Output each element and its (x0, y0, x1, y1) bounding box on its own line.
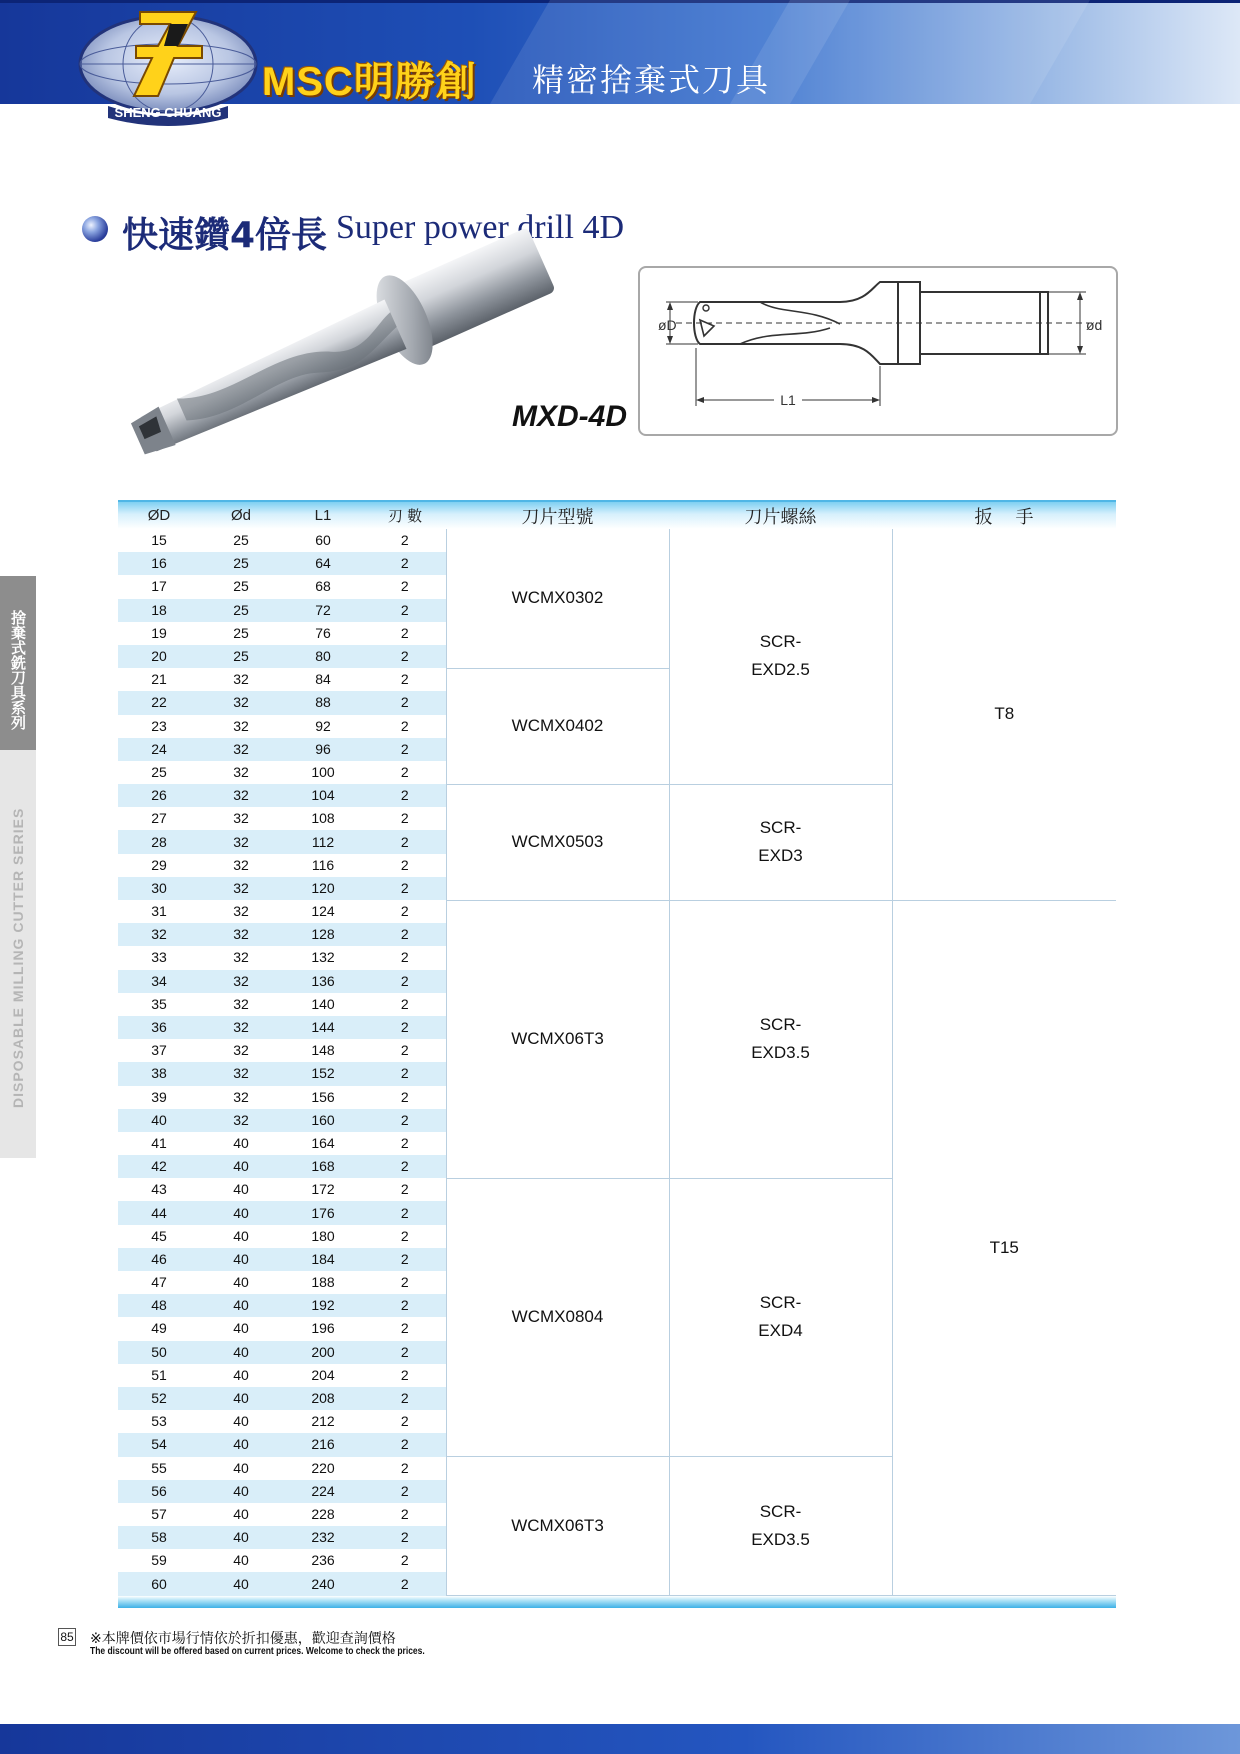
insert-model-cell: WCMX06T3 (446, 1457, 669, 1596)
table-cell: 2 (364, 1178, 446, 1201)
table-cell: 2 (364, 622, 446, 645)
table-cell: 2 (364, 946, 446, 969)
table-cell: 49 (151, 1320, 167, 1337)
table-cell: 240 (282, 1572, 364, 1595)
table-cell: 208 (282, 1387, 364, 1410)
table-cell: 40 (233, 1505, 249, 1522)
table-cell: 2 (364, 1433, 446, 1456)
table-cell: 53 (151, 1413, 167, 1430)
table-cell: 40 (200, 1248, 282, 1271)
table-cell: 2 (364, 1271, 446, 1294)
table-cell: 40 (200, 1387, 282, 1410)
table-cell: 16 (118, 552, 200, 575)
table-cell: 32 (200, 923, 282, 946)
table-cell: 64 (282, 552, 364, 575)
bottom-bar (0, 1724, 1240, 1754)
table-cell: 17 (151, 578, 167, 595)
table-cell: 18 (118, 599, 200, 622)
table-cell: 160 (282, 1109, 364, 1132)
table-cell: 43 (151, 1181, 167, 1198)
table-cell: 32 (233, 763, 249, 780)
table-cell: 54 (118, 1433, 200, 1456)
table-cell: 52 (118, 1387, 200, 1410)
table-cell: 21 (151, 671, 167, 688)
table-cell: 140 (311, 995, 335, 1012)
table-cell: 164 (311, 1134, 335, 1151)
table-cell: 40 (233, 1181, 249, 1198)
table-cell: 40 (233, 1413, 249, 1430)
table-cell: 216 (282, 1433, 364, 1456)
logo-text: SHENG CHUANG (114, 105, 222, 120)
table-cell: 2 (364, 1016, 446, 1039)
brand-name: MSC明勝創 (262, 60, 477, 104)
table-cell: 25 (200, 552, 282, 575)
table-cell: 32 (233, 995, 249, 1012)
table-cell: 31 (151, 903, 167, 920)
table-cell: 2 (364, 1364, 446, 1387)
table-cell: 232 (282, 1526, 364, 1549)
table-cell: 44 (118, 1201, 200, 1224)
table-cell: 19 (151, 624, 167, 641)
price-note-cjk: ※本牌價依市場行情依於折扣優惠，歡迎查詢價格 (90, 1631, 396, 1647)
table-cell: 2 (364, 830, 446, 853)
insert-model-cell: WCMX0503 (446, 784, 669, 900)
header-stripe (730, 0, 1090, 104)
table-cell: 2 (364, 691, 446, 714)
table-cell: 2 (364, 1572, 446, 1595)
table-cell: 40 (200, 1526, 282, 1549)
table-cell: 40 (233, 1134, 249, 1151)
screw-line: EXD4 (758, 1321, 803, 1341)
table-cell: 116 (311, 856, 335, 873)
insert-model-cell: WCMX0804 (446, 1178, 669, 1456)
table-cell: 148 (311, 1042, 335, 1059)
table-cell: 32 (233, 903, 249, 920)
table-cell: 180 (311, 1227, 335, 1244)
table-cell: 55 (151, 1459, 167, 1476)
table-cell: 2 (364, 1480, 446, 1503)
table-cell: 40 (200, 1155, 282, 1178)
table-cell: 25 (200, 599, 282, 622)
screw-line: SCR- (759, 632, 802, 652)
table-cell: 25 (233, 624, 249, 641)
table-cell: 22 (118, 691, 200, 714)
table-cell: 188 (311, 1274, 335, 1291)
page-number: 85 (58, 1628, 76, 1646)
table-cell: 168 (282, 1155, 364, 1178)
table-cell: 35 (151, 995, 167, 1012)
table-cell: 2 (364, 1109, 446, 1132)
table-header-row (118, 501, 1116, 529)
table-row (118, 900, 1116, 923)
table-cell: 152 (282, 1062, 364, 1085)
table-cell: 32 (233, 671, 249, 688)
header-cell: 刃 數 (364, 501, 446, 529)
table-cell: 57 (151, 1505, 167, 1522)
table-cell: 42 (118, 1155, 200, 1178)
table-cell: 228 (311, 1505, 335, 1522)
table-cell: 2 (364, 1201, 446, 1224)
table-cell: 2 (364, 715, 446, 738)
table-cell: 72 (282, 599, 364, 622)
table-cell: 120 (282, 877, 364, 900)
wrench-cell: T15 (892, 900, 1116, 1596)
table-cell: 108 (311, 810, 335, 827)
table-cell: 96 (282, 738, 364, 761)
brand-subtitle: 精密捨棄式刀具 (532, 61, 771, 99)
table-cell: 220 (311, 1459, 335, 1476)
table-cell: 33 (151, 949, 167, 966)
table-cell: 2 (364, 1086, 446, 1109)
table-cell: 92 (315, 717, 331, 734)
table-cell: 2 (364, 1225, 446, 1248)
header-cell: 扳 手 (892, 501, 1116, 529)
table-cell: 32 (200, 784, 282, 807)
table-cell: 2 (364, 900, 446, 923)
header-cell: 刀片型號 (446, 501, 669, 529)
table-cell: 59 (151, 1552, 167, 1569)
table-cell: 204 (311, 1366, 335, 1383)
table-cell: 32 (200, 738, 282, 761)
table-cell: 2 (364, 1248, 446, 1271)
table-cell: 45 (151, 1227, 167, 1244)
table-cell: 2 (364, 599, 446, 622)
table-cell: 88 (282, 691, 364, 714)
table-cell: 32 (233, 1042, 249, 1059)
table-cell: 40 (233, 1320, 249, 1337)
table-cell: 40 (233, 1459, 249, 1476)
table-cell: 128 (282, 923, 364, 946)
screw-line: EXD3 (758, 846, 803, 866)
table-cell: 2 (364, 668, 446, 691)
header-cell: Ød (200, 501, 282, 529)
table-cell: 38 (118, 1062, 200, 1085)
screw-line: EXD2.5 (751, 660, 810, 680)
table-cell: 60 (315, 532, 331, 549)
screw-line: EXD3.5 (751, 1530, 810, 1550)
product-photo (118, 250, 578, 480)
screw-line: SCR- (759, 1015, 802, 1035)
side-tab (0, 576, 36, 1158)
table-cell: 2 (364, 1526, 446, 1549)
diagram-label-L1: L1 (780, 392, 796, 408)
screw-cell (669, 1457, 892, 1596)
brand-logo (78, 6, 258, 128)
table-cell: 32 (118, 923, 200, 946)
table-cell: 32 (233, 856, 249, 873)
insert-model-cell: WCMX0402 (446, 668, 669, 784)
table-cell: 40 (200, 1341, 282, 1364)
table-cell: 2 (364, 1457, 446, 1480)
table-cell: 34 (118, 970, 200, 993)
table-cell: 68 (315, 578, 331, 595)
table-cell: 196 (311, 1320, 335, 1337)
table-cell: 2 (364, 552, 446, 575)
table-cell: 40 (200, 1294, 282, 1317)
table-cell: 32 (200, 1016, 282, 1039)
table-cell: 156 (311, 1088, 335, 1105)
screw-line: EXD3.5 (751, 1043, 810, 1063)
table-cell: 39 (151, 1088, 167, 1105)
side-tab-cjk: 捨棄式銑刀具系列 (0, 576, 36, 750)
table-cell: 24 (118, 738, 200, 761)
table-cell: 192 (282, 1294, 364, 1317)
wrench-cell: T8 (892, 529, 1116, 900)
table-cell: 172 (311, 1181, 335, 1198)
table-cell: 2 (364, 761, 446, 784)
table-cell: 37 (151, 1042, 167, 1059)
spec-table (118, 500, 1116, 1608)
screw-cell (669, 784, 892, 900)
table-cell: 2 (364, 1410, 446, 1433)
table-cell: 32 (200, 877, 282, 900)
table-cell: 40 (118, 1109, 200, 1132)
table-cell: 2 (364, 807, 446, 830)
table-cell: 40 (233, 1552, 249, 1569)
table-cell: 2 (364, 1341, 446, 1364)
table-cell: 23 (151, 717, 167, 734)
section-title-en: Super power drill 4D (336, 209, 625, 246)
table-cell: 84 (315, 671, 331, 688)
table-cell: 26 (118, 784, 200, 807)
screw-line: SCR- (759, 1293, 802, 1313)
table-cell: 40 (200, 1480, 282, 1503)
table-cell: 25 (233, 578, 249, 595)
table-cell: 136 (282, 970, 364, 993)
table-cell: 60 (118, 1572, 200, 1595)
diagram-label-d: ød (1086, 317, 1103, 333)
table-cell: 176 (282, 1201, 364, 1224)
table-cell: 32 (233, 949, 249, 966)
table-cell: 2 (364, 1155, 446, 1178)
table-cell: 124 (311, 903, 335, 920)
table-cell: 30 (118, 877, 200, 900)
table-cell: 15 (151, 532, 167, 549)
insert-model-cell: WCMX0302 (446, 529, 669, 668)
header-cell: L1 (282, 501, 364, 529)
table-cell: 25 (200, 645, 282, 668)
table-cell: 47 (151, 1274, 167, 1291)
table-cell: 58 (118, 1526, 200, 1549)
table-cell: 2 (364, 877, 446, 900)
table-cell: 32 (233, 717, 249, 734)
table-cell: 2 (364, 854, 446, 877)
table-cell: 144 (282, 1016, 364, 1039)
table-cell: 132 (311, 949, 335, 966)
table-cell: 48 (118, 1294, 200, 1317)
table-cell: 32 (200, 1109, 282, 1132)
table-cell: 46 (118, 1248, 200, 1271)
table-cell: 2 (364, 1503, 446, 1526)
screw-line: SCR- (759, 818, 802, 838)
side-tab-en: DISPOSABLE MILLING CUTTER SERIES (10, 807, 26, 1109)
table-cell: 2 (364, 1387, 446, 1410)
table-cell: 32 (200, 830, 282, 853)
table-cell: 25 (151, 763, 167, 780)
table-cell: 2 (364, 1062, 446, 1085)
table-cell: 51 (151, 1366, 167, 1383)
table-cell: 2 (364, 993, 446, 1016)
table-cell: 40 (233, 1366, 249, 1383)
table-cell: 50 (118, 1341, 200, 1364)
table-cell: 2 (364, 923, 446, 946)
screw-cell (669, 1178, 892, 1456)
table-cell: 20 (118, 645, 200, 668)
table-cell: 40 (233, 1274, 249, 1291)
table-cell: 41 (151, 1134, 167, 1151)
table-footer-bar (118, 1596, 1116, 1608)
model-label: MXD-4D (512, 400, 628, 433)
table-cell: 32 (200, 691, 282, 714)
section-title-cjk: 快速鑽4倍長 (122, 215, 328, 256)
header-cell: 刀片螺絲 (669, 501, 892, 529)
table-cell: 2 (364, 1317, 446, 1340)
table-cell: 27 (151, 810, 167, 827)
table-cell: 40 (200, 1201, 282, 1224)
insert-model-cell: WCMX06T3 (446, 900, 669, 1178)
table-cell: 25 (233, 532, 249, 549)
table-row (118, 529, 1116, 552)
table-cell: 32 (233, 810, 249, 827)
table-cell: 40 (233, 1227, 249, 1244)
table-cell: 2 (364, 1132, 446, 1155)
price-note-en: The discount will be offered based on current prices. Welcome to check the prices. (90, 1646, 425, 1657)
table-cell: 32 (200, 970, 282, 993)
table-cell: 104 (282, 784, 364, 807)
table-cell: 224 (282, 1480, 364, 1503)
dimension-diagram (638, 266, 1118, 436)
table-cell: 200 (282, 1341, 364, 1364)
table-cell: 29 (151, 856, 167, 873)
table-cell: 184 (282, 1248, 364, 1271)
table-cell: 112 (282, 830, 364, 853)
table-cell: 2 (364, 970, 446, 993)
diagram-label-D: øD (658, 317, 677, 333)
bullet-icon (82, 216, 108, 242)
table-cell: 212 (311, 1413, 335, 1430)
table-cell: 80 (282, 645, 364, 668)
table-cell: 36 (118, 1016, 200, 1039)
table-cell: 100 (311, 763, 335, 780)
table-cell: 2 (364, 784, 446, 807)
table-cell: 40 (200, 1433, 282, 1456)
table-cell: 28 (118, 830, 200, 853)
table-cell: 32 (233, 1088, 249, 1105)
table-cell: 236 (311, 1552, 335, 1569)
screw-line: SCR- (759, 1502, 802, 1522)
table-cell: 40 (200, 1572, 282, 1595)
table-cell: 2 (364, 1294, 446, 1317)
table-cell: 2 (364, 1039, 446, 1062)
table-cell: 2 (364, 645, 446, 668)
screw-cell (669, 900, 892, 1178)
screw-cell (669, 529, 892, 784)
table-cell: 2 (364, 529, 446, 552)
table-cell: 76 (315, 624, 331, 641)
page-header (0, 0, 1240, 120)
table-cell: 2 (364, 1549, 446, 1572)
table-cell: 2 (364, 738, 446, 761)
table-cell: 56 (118, 1480, 200, 1503)
table-cell: 2 (364, 575, 446, 598)
table-cell: 32 (200, 1062, 282, 1085)
header-cell: ØD (118, 501, 200, 529)
